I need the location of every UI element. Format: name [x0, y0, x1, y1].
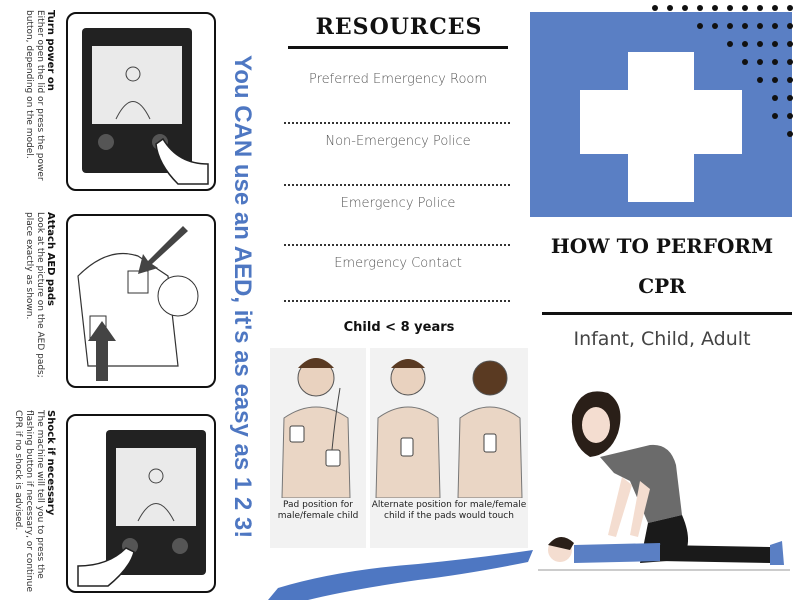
child-pad-title: Child < 8 years [343, 320, 455, 335]
step-3-text [6, 410, 58, 595]
aed-device-icon [68, 416, 214, 591]
step-1-title: Turn power on [45, 10, 56, 91]
cover-title [530, 226, 794, 306]
resource-preferred-er: Preferred Emergency Room [308, 72, 488, 87]
resources-title: RESOURCES [315, 14, 483, 40]
aed-slogan-text: You CAN use an AED, it's as easy as 1 2 3! [229, 55, 256, 539]
step-2-title: Attach AED pads [45, 212, 56, 306]
cover-title-line1: HOW TO PERFORM [550, 234, 774, 258]
brush-stroke-decoration [268, 550, 538, 600]
caption-pad-position: Pad position for male/female child [277, 500, 359, 521]
step-1-text [6, 10, 58, 195]
step-2-text [6, 212, 58, 397]
cover-rule [542, 312, 792, 315]
arrow-icon [138, 226, 188, 274]
step-1-body: Either open the lid or press the power button, depending on the model. [24, 10, 45, 181]
resource-line [284, 184, 510, 186]
cover-title-line2: CPR [638, 274, 686, 298]
step-3-title: Shock if necessary [45, 410, 56, 516]
step-3-illustration [66, 414, 216, 593]
step-1-illustration [66, 12, 216, 191]
aed-device-icon [68, 14, 214, 189]
cover-subtitle: Infant, Child, Adult [573, 328, 751, 350]
resource-line [284, 122, 510, 124]
pad-placement-icon [68, 216, 214, 386]
caption-alternate-position: Alternate position for male/female child if the pads would touch [371, 500, 527, 521]
cpr-illustration [530, 385, 794, 600]
resource-line [284, 300, 510, 302]
step-3-body: The machine will tell you to press the flashing button if necessary, or continue CPR if no shock is advised. [13, 410, 45, 592]
resource-emergency-police: Emergency Police [340, 196, 456, 211]
resource-emergency-contact: Emergency Contact [334, 256, 462, 271]
dot-pattern-decoration [625, 0, 794, 140]
title-rule [288, 46, 508, 49]
resources-panel [268, 0, 530, 600]
step-2-body: Look at the picture on the AED pads; place exactly as shown. [24, 212, 45, 378]
aed-steps-panel [0, 0, 262, 600]
step-2-illustration [66, 214, 216, 388]
aed-slogan [218, 55, 258, 555]
cover-panel [530, 0, 794, 600]
resource-line [284, 244, 510, 246]
resource-non-emergency-police: Non-Emergency Police [325, 134, 471, 149]
